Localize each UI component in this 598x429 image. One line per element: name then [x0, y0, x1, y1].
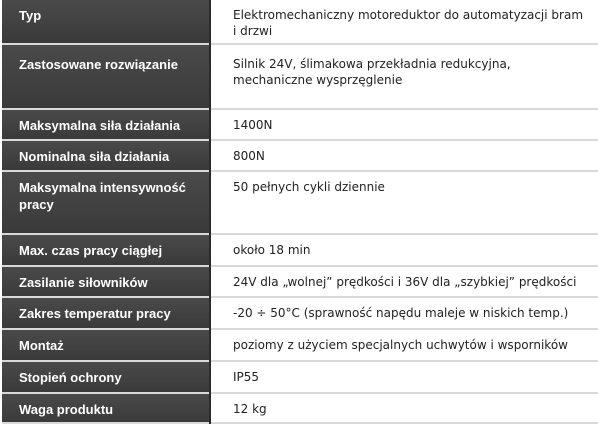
- spec-label: Maksymalna intensywność pracy: [2, 171, 210, 234]
- spec-row-power-supply: [2, 266, 598, 297]
- spec-value: poziomy z użyciem specjalnych uchwytów i wsporników: [210, 329, 598, 361]
- spec-value: 24V dla „wolnej” prędkości i 36V dla „szybkiej” prędkości: [210, 266, 598, 297]
- spec-value: -20 ÷ 50°C (sprawność napędu maleje w niskich temp.): [210, 297, 598, 329]
- spec-label: Max. czas pracy ciągłej: [2, 234, 210, 266]
- spec-label: Stopień ochrony: [2, 361, 210, 393]
- spec-row-type: [2, 0, 598, 44]
- spec-row-continuous-time: [2, 234, 598, 266]
- spec-row-mounting: [2, 329, 598, 361]
- spec-label: Nominalna siła działania: [2, 140, 210, 171]
- spec-label: Zasilanie siłowników: [2, 266, 210, 297]
- spec-label: Zakres temperatur pracy: [2, 297, 210, 329]
- spec-row-nominal-force: [2, 140, 598, 171]
- spec-label: Montaż: [2, 329, 210, 361]
- spec-value: 50 pełnych cykli dziennie: [210, 171, 598, 234]
- spec-value: 12 kg: [210, 393, 598, 423]
- spec-row-max-force: [2, 109, 598, 140]
- spec-value: 1400N: [210, 109, 598, 140]
- spec-label: Typ: [2, 0, 210, 44]
- specifications-table: [2, 0, 598, 424]
- spec-label: Zastosowane rozwiązanie: [2, 44, 210, 109]
- spec-value: około 18 min: [210, 234, 598, 266]
- spec-row-protection: [2, 361, 598, 393]
- spec-label: Maksymalna siła działania: [2, 109, 210, 140]
- spec-row-solution: [2, 44, 598, 109]
- spec-row-intensity: [2, 171, 598, 234]
- spec-row-weight: [2, 393, 598, 423]
- spec-label: Waga produktu: [2, 393, 210, 423]
- spec-row-temperature: [2, 297, 598, 329]
- spec-value: Elektromechaniczny motoreduktor do automatyzacji bram i drzwi: [210, 0, 598, 44]
- spec-value: IP55: [210, 361, 598, 393]
- spec-value: 800N: [210, 140, 598, 171]
- spec-value: Silnik 24V, ślimakowa przekładnia redukcyjna, mechaniczne wysprzęglenie: [210, 44, 598, 109]
